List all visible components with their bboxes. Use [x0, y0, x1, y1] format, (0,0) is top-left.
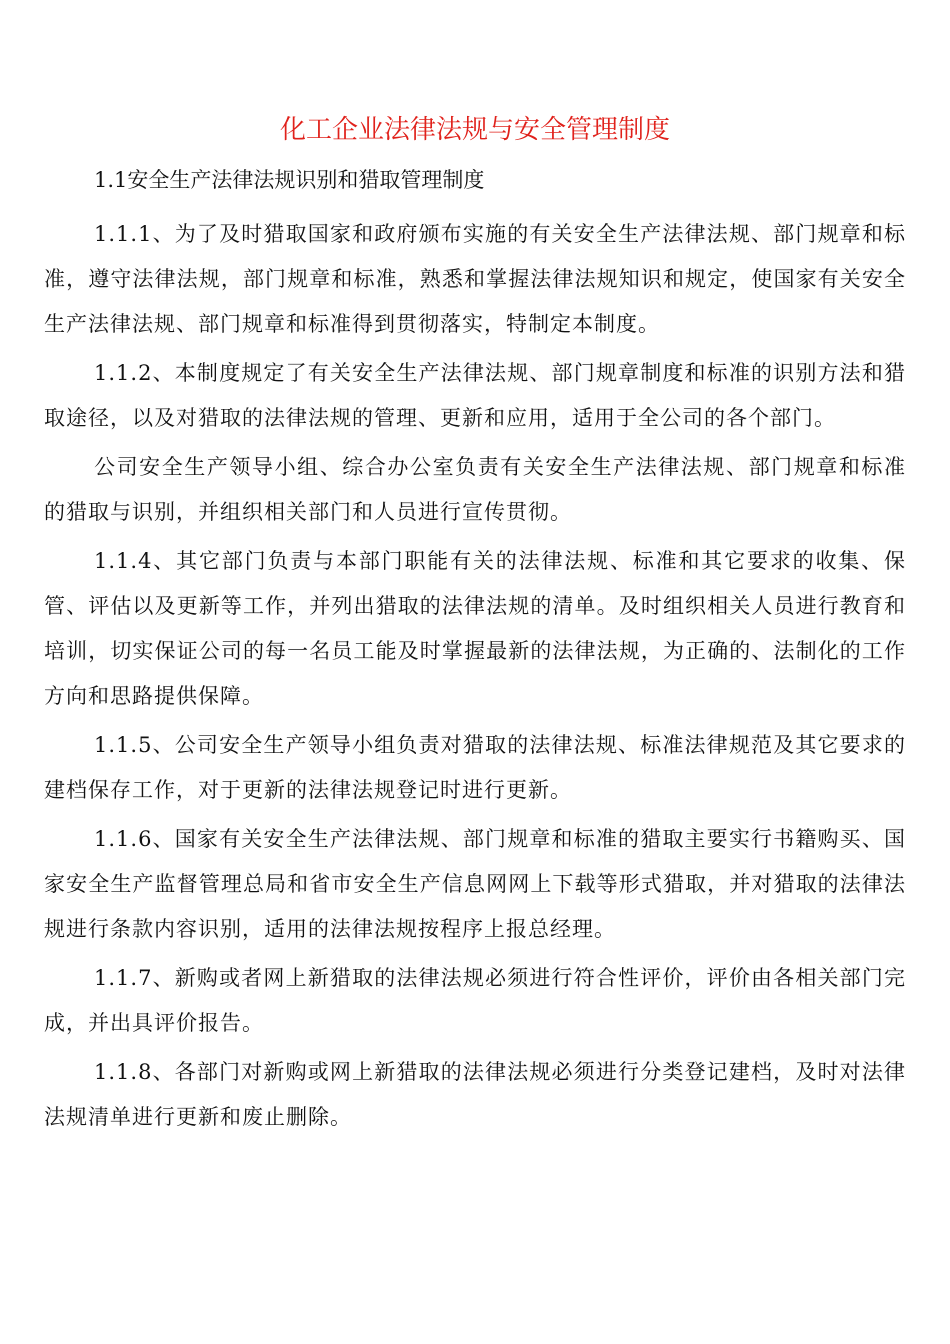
paragraph-1-1-8: 1.1.8、各部门对新购或网上新猎取的法律法规必须进行分类登记建档，及时对法律法规清单进行更新和废止删除。	[44, 1060, 906, 1129]
paragraph-responsibility: 公司安全生产领导小组、综合办公室负责有关安全生产法律法规、部门规章和标准的猎取与识别，并组织相关部门和人员进行宣传贯彻。	[44, 455, 906, 524]
document-title: 化工企业法律法规与安全管理制度	[279, 115, 670, 145]
paragraph-1-1-6: 1.1.6、国家有关安全生产法律法规、部门规章和标准的猎取主要实行书籍购买、国家安全生产监督管理总局和省市安全生产信息网网上下载等形式猎取，并对猎取的法律法规进行条款内容识别，适用的法律法规按程序上报总经理。	[44, 827, 906, 941]
paragraph-1-1-5: 1.1.5、公司安全生产领导小组负责对猎取的法律法规、标准法律规范及其它要求的建档保存工作，对于更新的法律法规登记时进行更新。	[44, 733, 906, 802]
paragraph-1-1-1: 1.1.1、为了及时猎取国家和政府颁布实施的有关安全生产法律法规、部门规章和标准，遵守法律法规，部门规章和标准，熟悉和掌握法律法规知识和规定，使国家有关安全生产法律法规、部门规章和标准得到贯彻落实，特制定本制度。	[44, 222, 906, 336]
paragraph-1-1-4: 1.1.4、其它部门负责与本部门职能有关的法律法规、标准和其它要求的收集、保管、评估以及更新等工作，并列出猎取的法律法规的清单。及时组织相关人员进行教育和培训，切实保证公司的每一名员工能及时掌握最新的法律法规，为正确的、法制化的工作方向和思路提供保障。	[44, 549, 906, 708]
section-heading: 1.1安全生产法律法规识别和猎取管理制度	[94, 168, 485, 192]
paragraph-1-1-7: 1.1.7、新购或者网上新猎取的法律法规必须进行符合性评价，评价由各相关部门完成，并出具评价报告。	[44, 966, 906, 1035]
paragraph-1-1-2: 1.1.2、本制度规定了有关安全生产法律法规、部门规章制度和标准的识别方法和猎取途径，以及对猎取的法律法规的管理、更新和应用，适用于全公司的各个部门。	[44, 361, 906, 430]
